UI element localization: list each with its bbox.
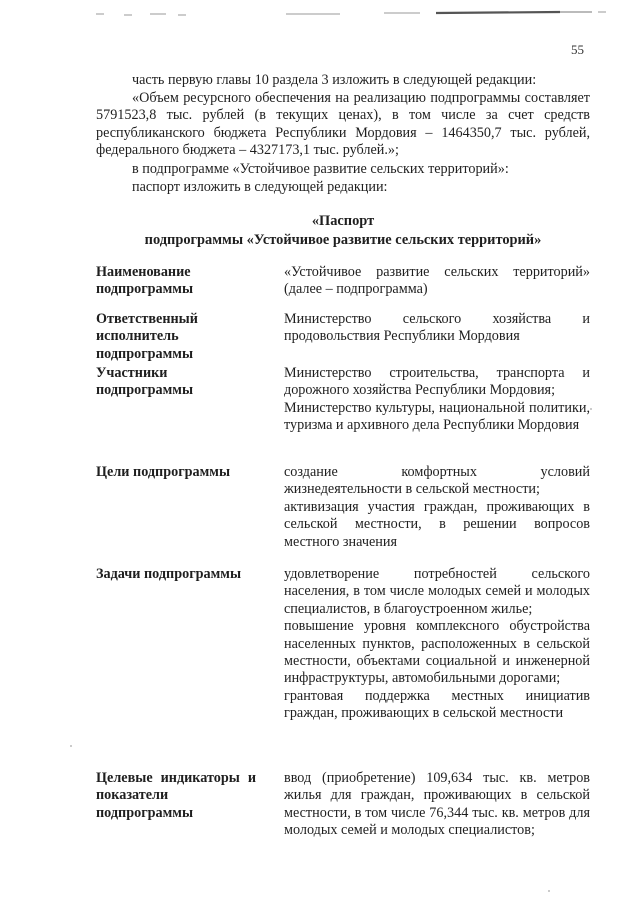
row-value-line: ввод (приобретение) 109,634 тыс. кв. метров жилья для граждан, проживающих в сельской местности, в том числе 76,344 тыс. кв. метров для молодых семей и молодых специалистов; xyxy=(284,770,590,839)
passport-title-line-1: «Паспорт xyxy=(311,213,375,229)
row-value-line: создание комфортных условий жизнедеятельности в сельской местности; xyxy=(284,464,590,498)
row-label: Задачи подпрограммы xyxy=(96,566,242,582)
row-value-line: удовлетворение потребностей сельского населения, в том числе молодых семей и молодых специалистов, в благоустроенном жилье; xyxy=(284,566,590,617)
row-label: Участники подпрограммы xyxy=(96,365,194,399)
passport-note: паспорт изложить в следующей редакции: xyxy=(132,179,388,195)
row-label: Цели подпрограммы xyxy=(96,464,231,480)
passport-title xyxy=(96,212,590,250)
resource-quote-paragraph: «Объем ресурсного обеспечения на реализацию подпрограммы составляет 5791523,8 тыс. рублей (в текущих ценах), в том числе за счет средств республиканского бюджета Республики Мордовия – 1464350,7 тыс. рублей, федерального бюджета – 4327173,1 тыс. рублей.»; xyxy=(96,90,590,159)
row-value xyxy=(284,264,590,299)
row-value-line: Министерство культуры, национальной политики, туризма и архивного дела Республики Мордовия xyxy=(284,399,590,434)
row-label: Целевые индикаторы и показатели подпрограммы xyxy=(96,770,256,821)
passport-title-line-2: подпрограммы «Устойчивое развитие сельских территорий» xyxy=(144,232,542,248)
row-label: Наименование подпрограммы xyxy=(96,264,194,298)
intro-line: часть первую главы 10 раздела 3 изложить в следующей редакции: xyxy=(132,72,537,88)
row-value-line: «Устойчивое развитие сельских территорий» (далее – подпрограмма) xyxy=(284,264,590,298)
row-value-line: активизация участия граждан, проживающих в сельской местности, в решении вопросов местного значения xyxy=(284,498,590,550)
row-value-line: Министерство строительства, транспорта и дорожного хозяйства Республики Мордовия; xyxy=(284,365,590,399)
row-value xyxy=(284,365,590,435)
scan-speck xyxy=(590,408,592,410)
row-value-line: Министерство сельского хозяйства и продовольствия Республики Мордовия xyxy=(284,311,590,345)
row-label: Ответственный исполнитель подпрограммы xyxy=(96,311,198,362)
subprogram-note: в подпрограмме «Устойчивое развитие сельских территорий»: xyxy=(132,161,509,177)
row-value-line: повышение уровня комплексного обустройства населенных пунктов, расположенных в сельской местности, объектами социальной и инженерной инфраструктуры, автомобильными дорогами; xyxy=(284,618,590,687)
row-value xyxy=(284,770,590,840)
scan-speck xyxy=(548,890,550,892)
row-value xyxy=(284,464,590,551)
scan-speck xyxy=(70,745,72,747)
page-number: 55 xyxy=(571,42,584,57)
row-value-line: грантовая поддержка местных инициатив граждан, проживающих в сельской местности xyxy=(284,687,590,722)
row-value xyxy=(284,311,590,346)
row-value xyxy=(284,566,590,723)
scan-artifact-strip xyxy=(0,6,640,20)
